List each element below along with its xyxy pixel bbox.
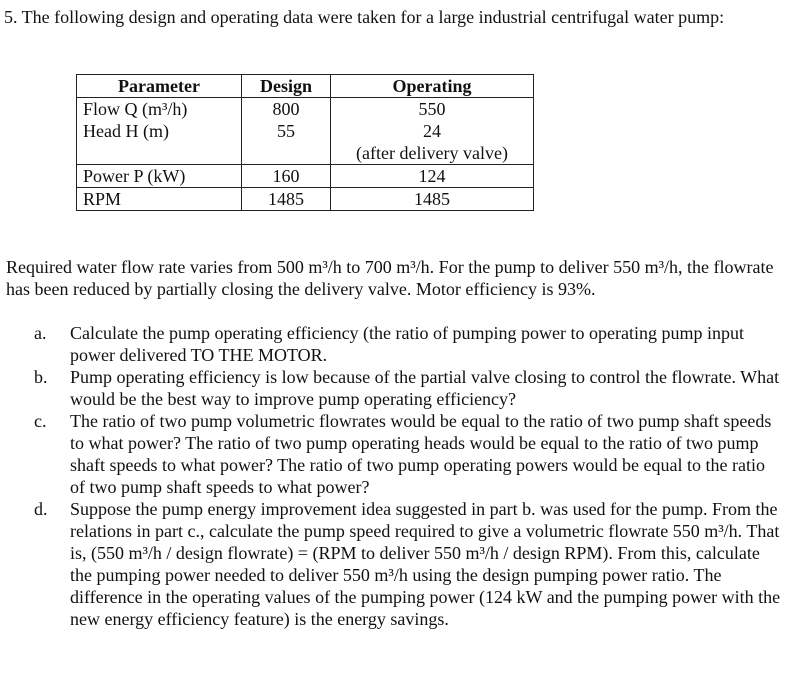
cell-parameter: Flow Q (m³/h) (77, 98, 242, 121)
question-label: d. (34, 499, 48, 519)
table-header-row (77, 75, 534, 98)
question-list (30, 322, 782, 630)
requirements-paragraph: Required water flow rate varies from 500 m³/h to 700 m³/h. For the pump to deliver 550 m³/h, the flowrate has been reduced by partially closing the delivery valve. Motor efficiency is 93%. (6, 257, 774, 299)
question-label: a. (34, 323, 47, 343)
cell-operating: 550 (331, 98, 534, 121)
cell-design: 800 (242, 98, 331, 121)
table-row-head-note (77, 142, 534, 165)
header-operating: Operating (331, 75, 534, 98)
cell-operating: 1485 (331, 188, 534, 211)
question-label: b. (34, 367, 48, 387)
table-row-rpm (77, 188, 534, 211)
cell-parameter: Power P (kW) (77, 165, 242, 188)
question-item-a (30, 322, 782, 366)
table-row-power (77, 165, 534, 188)
header-design: Design (242, 75, 331, 98)
cell-operating: 24 (331, 120, 534, 142)
question-item-d (30, 498, 782, 630)
table-row-flow (77, 98, 534, 121)
question-text: The ratio of two pump volumetric flowrates would be equal to the ratio of two pump shaft speeds to what power? The ratio of two pump operating heads would be equal to the ratio of two pump shaft speeds to what power? The ratio of two pump operating powers would be equal to the ratio of two pump shaft speeds to what power? (70, 411, 772, 497)
question-text: Pump operating efficiency is low because of the partial valve closing to control the flowrate. What would be the best way to improve pump operating efficiency? (70, 367, 780, 409)
question-text: Suppose the pump energy improvement idea suggested in part b. was used for the pump. From the relations in part c., calculate the pump speed required to give a volumetric flowrate 550 m³/h. That is, (550 m³/h / design flowrate) = (RPM to deliver 550 m³/h / design RPM). From this, calculate the pumping power needed to deliver 550 m³/h using the design pumping power ratio. The difference in the operating values of the pumping power (124 kW and the pumping power with the new energy efficiency feature) is the energy savings. (70, 499, 781, 629)
header-parameter: Parameter (77, 75, 242, 98)
cell-parameter: RPM (77, 188, 242, 211)
cell-operating: 124 (331, 165, 534, 188)
question-item-c (30, 410, 782, 498)
pump-data-table (76, 74, 534, 211)
question-text: Calculate the pump operating efficiency (the ratio of pumping power to operating pump input power delivered TO THE MOTOR. (70, 323, 744, 365)
cell-design: 160 (242, 165, 331, 188)
cell-parameter: Head H (m) (77, 120, 242, 142)
question-label: c. (34, 411, 47, 431)
question-item-b (30, 366, 782, 410)
table-row-head (77, 120, 534, 142)
cell-design: 1485 (242, 188, 331, 211)
cell-parameter (77, 142, 242, 165)
cell-operating: (after delivery valve) (331, 142, 534, 165)
question-heading: 5. The following design and operating data were taken for a large industrial centrifugal water pump: (4, 7, 725, 27)
cell-design: 55 (242, 120, 331, 142)
cell-design (242, 142, 331, 165)
